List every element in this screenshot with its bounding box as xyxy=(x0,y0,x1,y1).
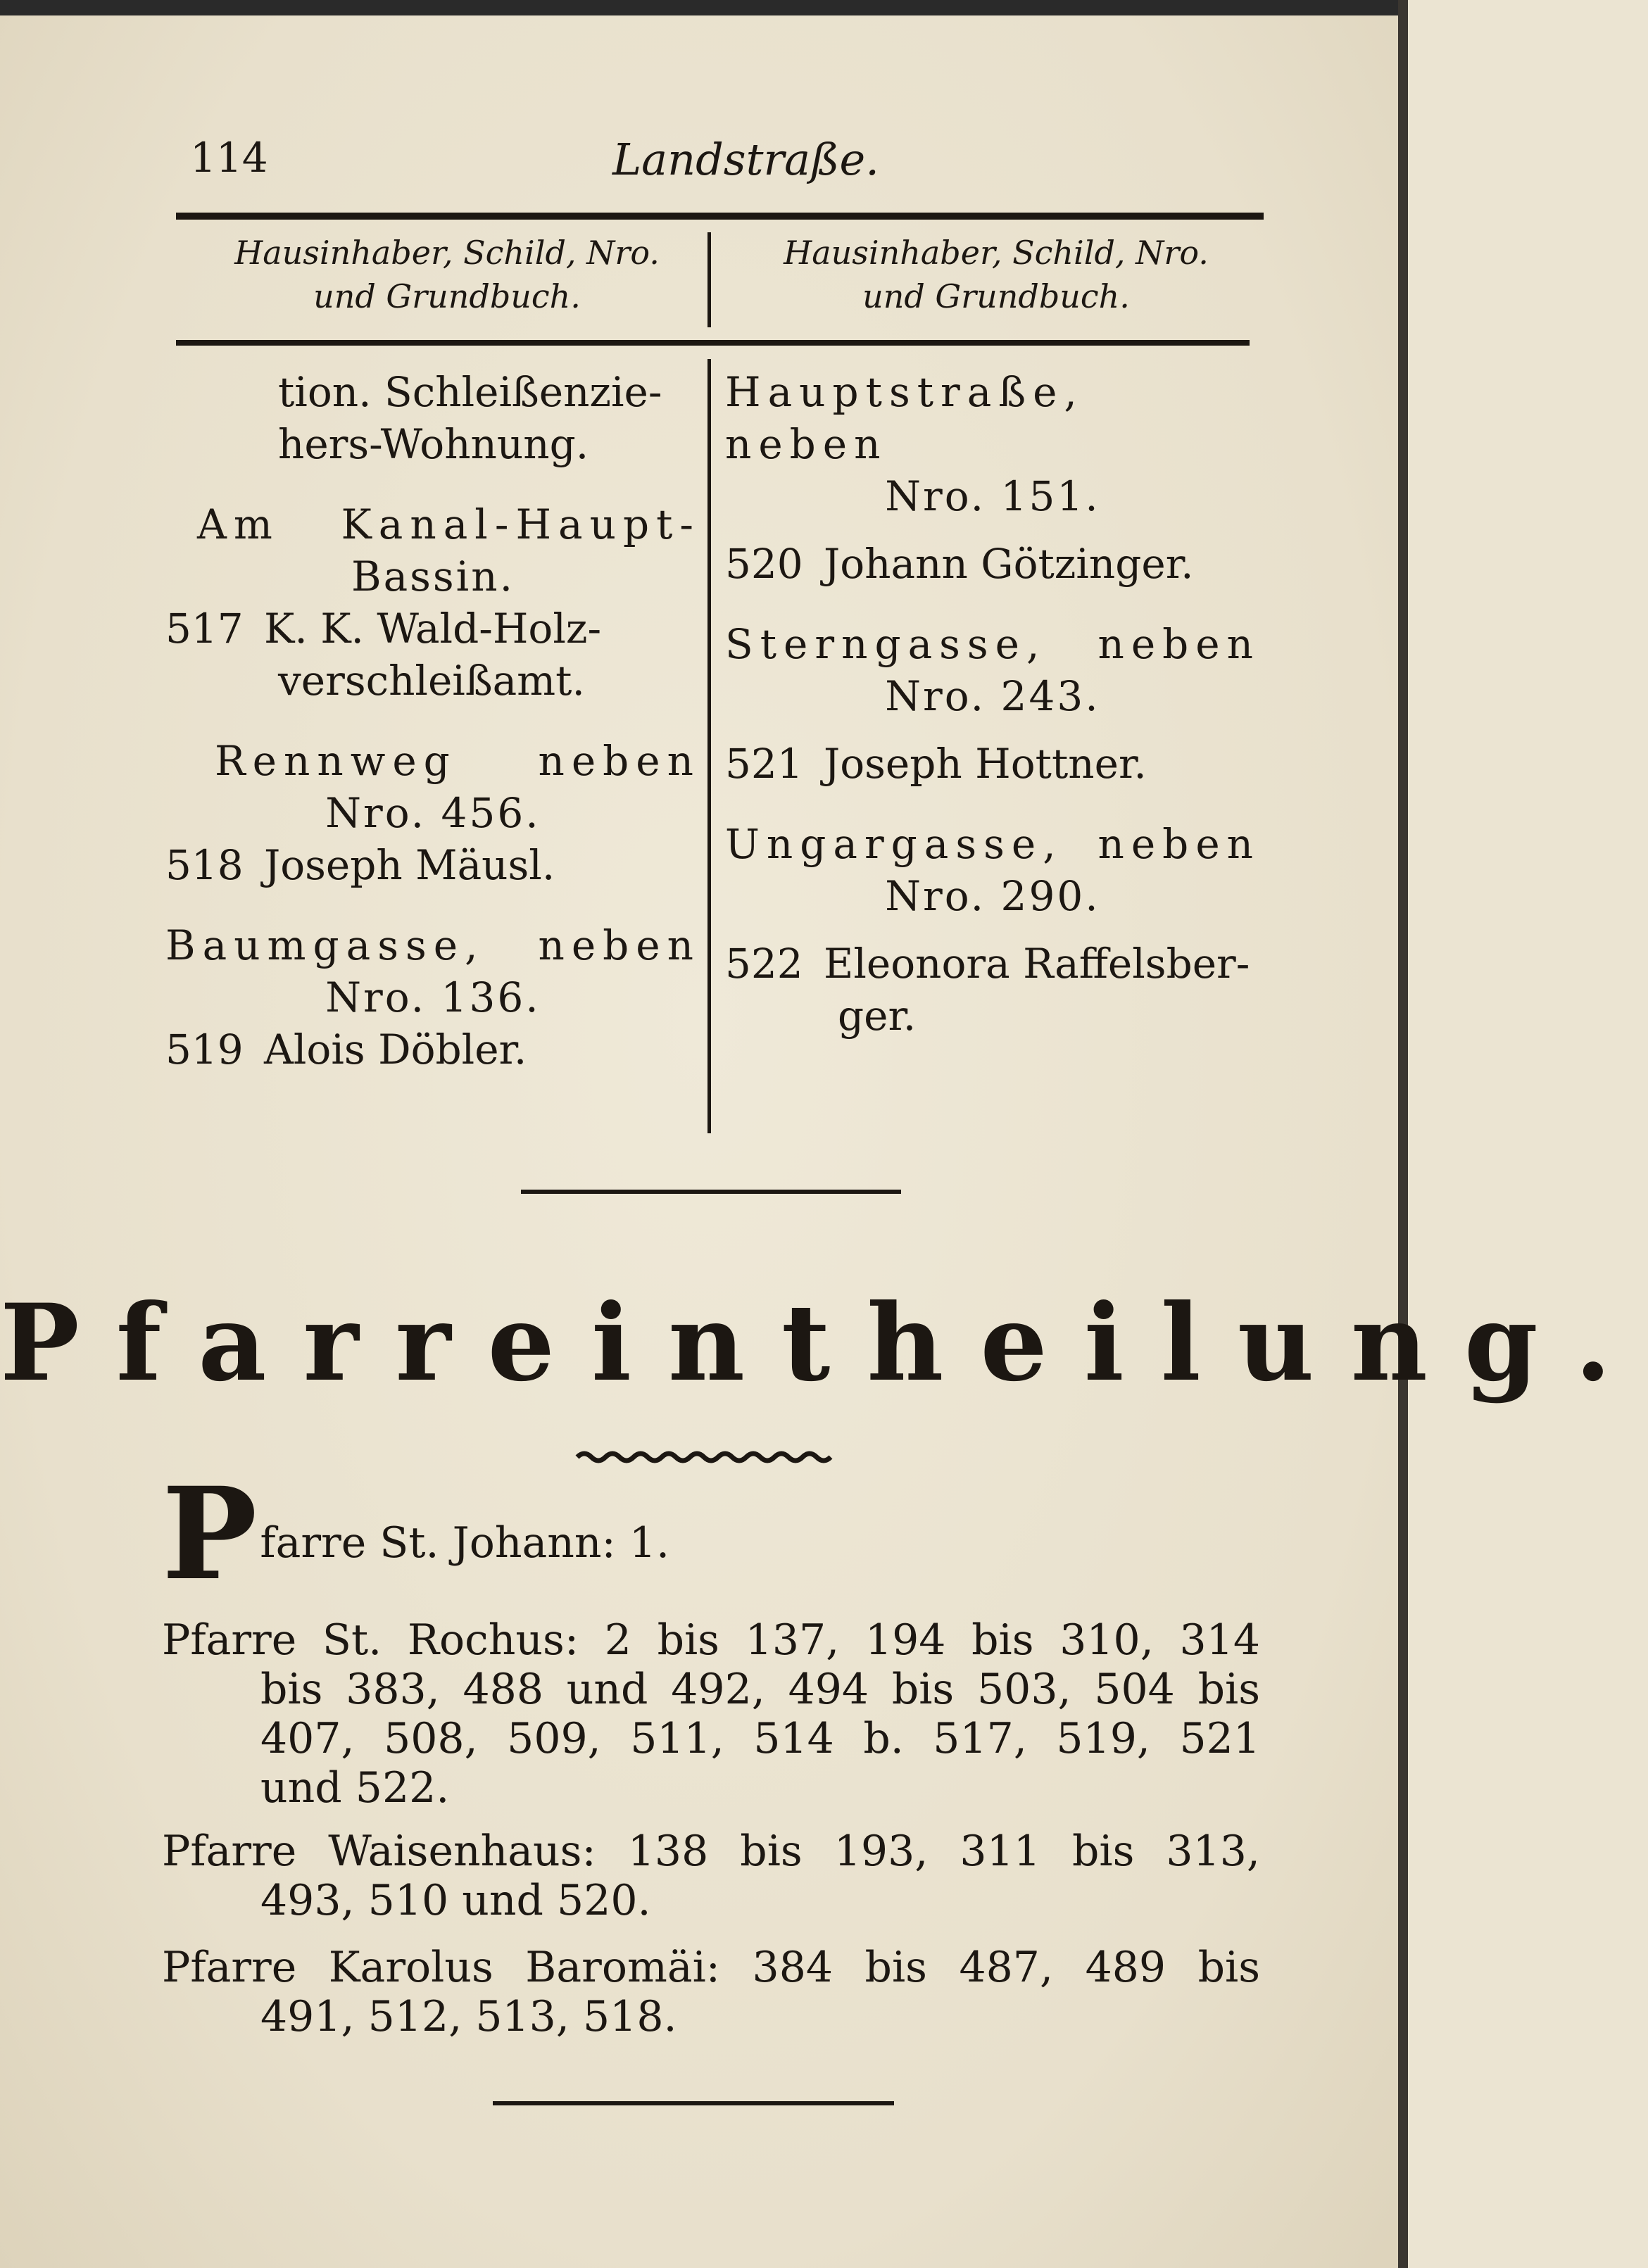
header-right-line-1: Hausinhaber, Schild, Nro. xyxy=(784,234,1209,272)
header-rule xyxy=(176,213,1264,220)
running-title: Landstraße. xyxy=(612,134,879,185)
street-reference: Nro. 136. xyxy=(325,974,541,1021)
running-head xyxy=(176,127,1267,190)
parish-entry-2 xyxy=(162,1615,1260,1813)
street-heading: Baumgasse, neben xyxy=(165,921,700,969)
closing-rule xyxy=(493,2101,894,2105)
house-owner: Joseph Hottner. xyxy=(824,740,1147,788)
house-entry xyxy=(725,938,1260,990)
house-owner: Johann Götzinger. xyxy=(824,540,1194,588)
parish-line: 407, 508, 509, 511, 514 b. 517, 519, 521 xyxy=(260,1714,1260,1763)
house-owner: Alois Döbler. xyxy=(264,1026,527,1073)
ornamental-rule xyxy=(521,1190,901,1194)
house-owner: Joseph Mäusl. xyxy=(264,841,555,889)
house-number: 517 xyxy=(165,605,244,653)
street-reference: Nro. 290. xyxy=(885,872,1100,920)
house-owner: K. K. Wald-Holz- xyxy=(264,605,602,653)
table-header-left xyxy=(176,231,718,318)
house-entry xyxy=(725,738,1260,790)
parish-entry-1 xyxy=(162,1460,1260,1608)
house-entry xyxy=(725,538,1260,590)
house-owner-continued: ger. xyxy=(838,992,917,1040)
street-heading: Hauptstraße, neben xyxy=(725,368,1084,468)
house-owner-continued: verschleißamt. xyxy=(278,657,585,705)
house-entry xyxy=(165,839,700,891)
street-reference: Nro. 151. xyxy=(885,472,1100,520)
street-heading: Am Kanal-Haupt- xyxy=(197,500,700,548)
street-heading: Rennweg neben xyxy=(215,737,700,785)
house-number: 521 xyxy=(725,740,803,788)
house-entry xyxy=(165,1023,700,1076)
wave-ornament xyxy=(577,1450,831,1464)
continued-line-2: hers-Wohnung. xyxy=(278,420,589,468)
table-header-right xyxy=(725,231,1267,318)
street-reference: Nro. 243. xyxy=(885,672,1100,720)
street-heading: Ungargasse, neben xyxy=(725,820,1260,868)
parish-line: Pfarre Waisenhaus: 138 bis 193, 311 bis 313, xyxy=(162,1827,1260,1876)
house-entry xyxy=(165,603,700,655)
parish-line: bis 383, 488 und 492, 494 bis 503, 504 bis xyxy=(260,1665,1260,1714)
table-header xyxy=(176,231,1267,329)
left-column xyxy=(165,366,700,1076)
header-left-line-1: Hausinhaber, Schild, Nro. xyxy=(234,234,660,272)
header-right-line-2: und Grundbuch. xyxy=(862,277,1130,315)
parish-entry-4 xyxy=(162,1943,1260,2041)
street-reference: Nro. 456. xyxy=(325,789,541,837)
body-column-divider xyxy=(707,359,711,1133)
table-header-rule xyxy=(176,340,1250,346)
parish-line: und 522. xyxy=(260,1763,450,1813)
parish-line: 491, 512, 513, 518. xyxy=(260,1992,677,2041)
page-top-edge xyxy=(0,0,1408,15)
street-heading-continued: Bassin. xyxy=(351,553,515,600)
street-heading: Sterngasse, neben xyxy=(725,620,1260,668)
header-column-divider xyxy=(707,232,711,327)
section-title: Pfarreintheilung. xyxy=(0,1281,1648,1405)
parish-line: Pfarre St. Rochus: 2 bis 137, 194 bis 310, 314 xyxy=(162,1615,1260,1665)
header-left-line-2: und Grundbuch. xyxy=(313,277,581,315)
page-number: 114 xyxy=(190,134,268,182)
house-number: 519 xyxy=(165,1026,244,1073)
parish-line: Pfarre Karolus Baromäi: 384 bis 487, 489 bis xyxy=(162,1943,1260,1992)
parish-line: 493, 510 und 520. xyxy=(260,1876,651,1925)
house-number: 518 xyxy=(165,841,244,889)
continued-line-1: tion. Schleißenzie- xyxy=(278,368,662,416)
house-owner: Eleonora Raffelsber- xyxy=(824,940,1250,988)
parish-text: farre St. Johann: 1. xyxy=(260,1518,670,1568)
house-number: 520 xyxy=(725,540,803,588)
house-number: 522 xyxy=(725,940,803,988)
page-right-edge xyxy=(1398,0,1408,2268)
parish-entry-3 xyxy=(162,1827,1260,1925)
right-column xyxy=(725,366,1260,1042)
drop-capital: P xyxy=(162,1460,258,1608)
